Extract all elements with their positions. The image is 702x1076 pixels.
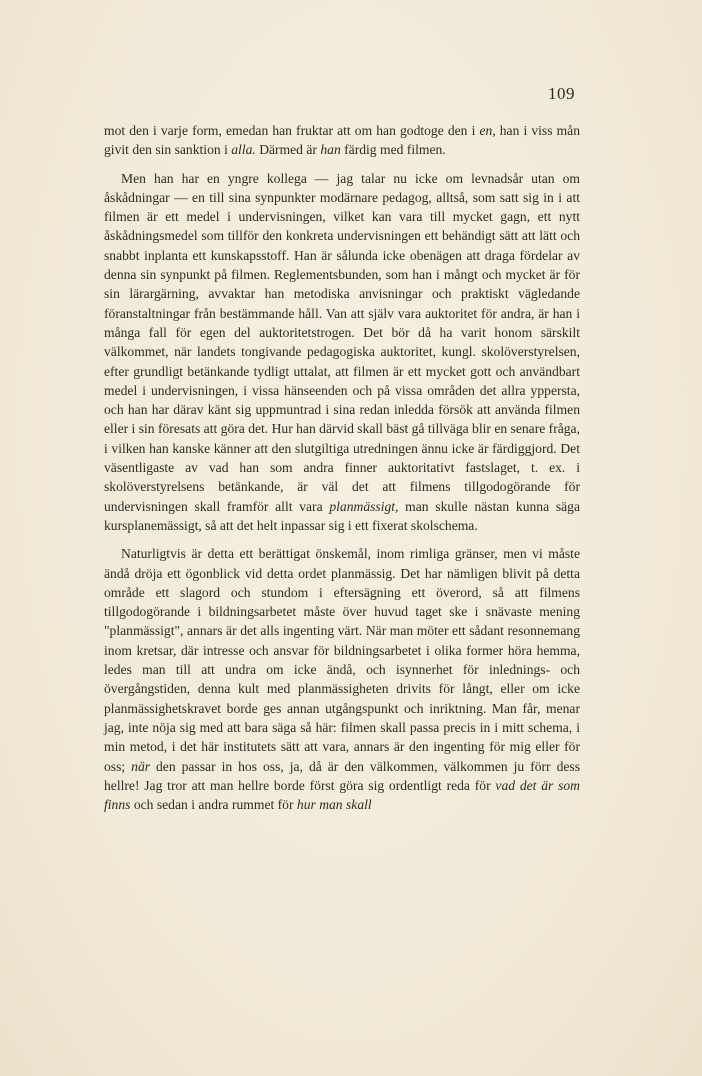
paragraph bbox=[104, 169, 580, 536]
text-run: han i viss mån givit den sin sanktion i bbox=[104, 123, 580, 158]
paragraph bbox=[104, 544, 580, 814]
text-run: man skulle nästan kunna säga kursplanemässigt, så att det helt inpassar sig i ett fixerat skolschema. bbox=[104, 498, 580, 533]
body-text bbox=[104, 121, 580, 814]
text-run: färdig med filmen. bbox=[340, 142, 446, 158]
text-run: Naturligtvis är detta ett berättigat önskemål, inom rimliga gränser, men vi måste ändå dröja ett ögonblick vid detta ordet planmässig. Det har nämligen blivit på detta område ett slagord och stundom i eftersägning ett överord, så att filmens tillgodogörande i bildningsarbetet måste över huvud taget ske i snävaste mening "planmässigt", annars är det alls ingenting värt. När man möter ett sådant resonnemang inom kretsar, där intresse och ansvar för bildningsarbetet i olika former höra hemma, ledes man till att undra om icke ändå, och isynnerhet för inlednings- och övergångstiden, denna kult med planmässigheten drivits för långt, eller om icke planmässighetskravet borde ges annan utgångspunkt och inriktning. Man får, menar jag, inte nöja sig med att bara säga så här: filmen skall passa precis in i mitt schema, i min metod, i det här institutets sätt att vara, annars är den ingenting för mig eller för oss; bbox=[104, 546, 580, 774]
italic-text: vad det är som finns bbox=[104, 777, 580, 813]
italic-text: alla. bbox=[231, 142, 256, 158]
italic-text: när bbox=[131, 758, 151, 774]
text-run: den passar in hos oss, ja, då är den välkommen, välkommen ju förr dess hellre! Jag tror att man hellre borde först göra sig ordentligt reda för bbox=[104, 758, 580, 793]
text-run: och sedan i andra rummet för bbox=[130, 797, 297, 813]
italic-text: hur man skall bbox=[296, 797, 372, 813]
text-run: mot den i varje form, emedan han fruktar att om han godtoge den i bbox=[104, 123, 480, 138]
italic-text: planmässigt, bbox=[329, 498, 399, 514]
italic-text: han bbox=[320, 142, 341, 158]
italic-text: en, bbox=[479, 123, 496, 138]
text-run: Därmed är bbox=[255, 142, 321, 158]
text-run: Men han har en yngre kollega — jag talar nu icke om levnadsår utan om åskådningar — en till sina synpunkter modärnare pedagog, alltså, som satt sig in i att filmen är ett medel i undervisningen, vilket kan vara till mycket gagn, ett nytt åskådningsmedel som tillför den konkreta undervisningen ett behändigt sätt att lätt och snabbt inplanta ett kunskapsstoff. Han är sålunda icke obenägen att draga fördelar av denna sin synpunkt på filmen. Reglementsbunden, som han i mångt och mycket är för sin lärargärning, avvaktar han metodiska anvisningar och praktiskt vägledande föranstaltningar från bestämmande håll. Van att själv vara auktoritet för andra, är han i många fall för egen del auktoritetstrogen. Det bör då ha varit honom särskilt välkommet, när landets tongivande pedagogiska auktoritet, kungl. skolöverstyrelsen, efter grundligt betänkande tydligt uttalat, att filmen är ett mycket gott och användbart medel i undervisningen, i vissa hänseenden och på vissa områden det allra yppersta, och han har därav känt sig uppmuntrad i sina redan inledda försök att använda filmen eller i sin föresats att göra det. Hur han därvid skall bäst gå tillväga blir en senare fråga, i vilken han kanske känner att den slutgiltiga utredningen ännu icke är färdiggjord. Det väsentligaste av vad han som andra finner auktoritativt fastslaget, t. ex. i skolöverstyrelsens betänkande, är väl det att filmens tillgodogörande för undervisningen skall framför allt vara bbox=[104, 170, 580, 514]
page-number: 109 bbox=[548, 84, 575, 103]
paragraph bbox=[104, 121, 580, 160]
